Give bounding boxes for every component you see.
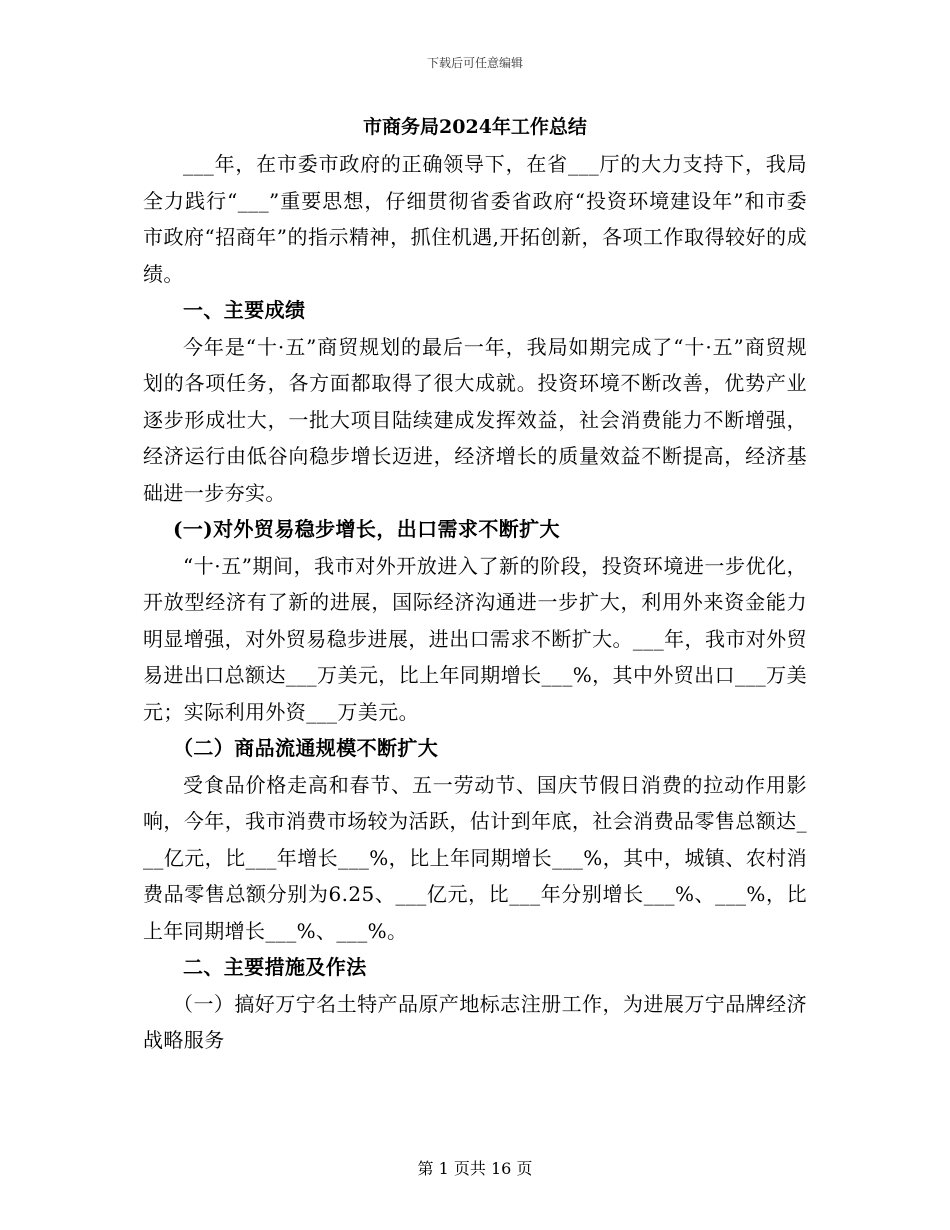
page-number-footer: 第 1 页共 16 页 bbox=[417, 1159, 533, 1178]
document-body bbox=[143, 112, 807, 1059]
document-title: 市商务局2024年工作总结 bbox=[363, 116, 587, 138]
subsection-heading-foreign-trade: (一)对外贸易稳步增长，出口需求不断扩大 bbox=[173, 517, 560, 541]
commodity-circulation-paragraph: 受食品价格走高和春节、五一劳动节、国庆节假日消费的拉动作用影响，今年，我市消费市场较为活跃，估计到年底，社会消费品零售总额达___亿元，比___年增长___%，比上年同期增长___%，其中，城镇、农村消费品零售总额分别为6.25、___亿元，比___年分别增长___%、___%，比上年同期增长___%、___%。 bbox=[143, 772, 807, 943]
section-heading-achievements: 一、主要成绩 bbox=[183, 298, 306, 322]
header-note: 下载后可任意编辑 bbox=[426, 56, 523, 70]
achievements-paragraph: 今年是“十·五”商贸规划的最后一年，我局如期完成了“十·五”商贸规划的各项任务，各方面都取得了很大成就。投资环境不断改善，优势产业逐步形成壮大，一批大项目陆续建成发挥效益，社会消费能力不断增强，经济运行由低谷向稳步增长迈进，经济增长的质量效益不断提高，经济基础进一步夯实。 bbox=[143, 334, 807, 505]
section-heading-measures: 二、主要措施及作法 bbox=[183, 955, 367, 979]
subsection-heading-commodity-circulation: （二）商品流通规模不断扩大 bbox=[173, 736, 439, 760]
intro-paragraph: ___年，在市委市政府的正确领导下，在省___厅的大力支持下，我局全力践行“___”重要思想，仔细贯彻省委省政府“投资环境建设年”和市委市政府“招商年”的指示精神，抓住机遇,开拓创新，各项工作取得较好的成绩。 bbox=[143, 152, 807, 286]
foreign-trade-paragraph: “十·五”期间，我市对外开放进入了新的阶段，投资环境进一步优化，开放型经济有了新的进展，国际经济沟通进一步扩大，利用外来资金能力明显增强，对外贸易稳步进展，进出口需求不断扩大。___年，我市对外贸易进出口总额达___万美元，比上年同期增长___%，其中外贸出口___万美元；实际利用外资___万美元。 bbox=[143, 553, 807, 724]
measures-item-1: （一）搞好万宁名土特产品原产地标志注册工作，为进展万宁品牌经济战略服务 bbox=[143, 991, 807, 1052]
